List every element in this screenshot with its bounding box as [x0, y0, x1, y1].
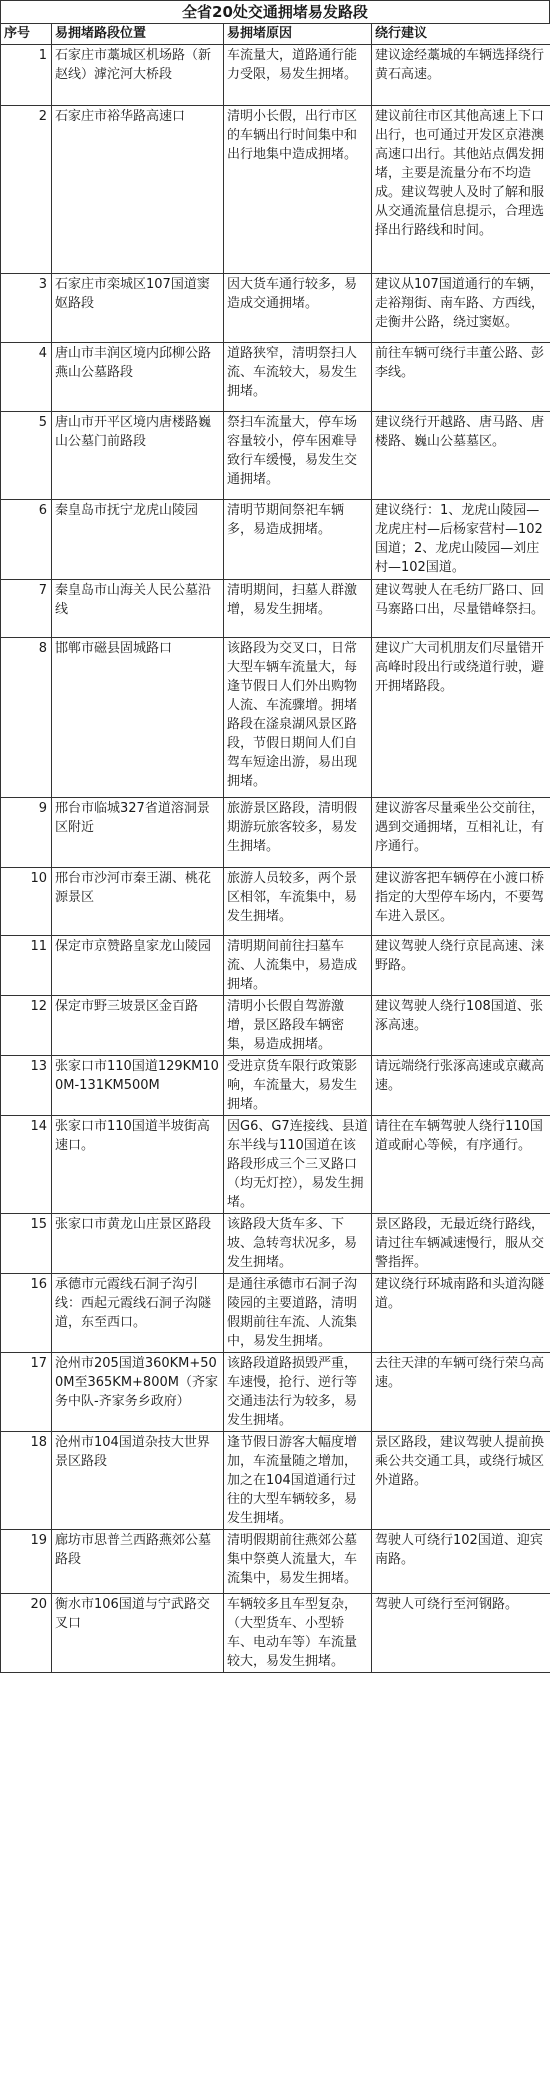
cell-no: 6: [1, 500, 52, 580]
cell-advice: 驾驶人可绕行102国道、迎宾南路。: [372, 1530, 550, 1594]
cell-no: 3: [1, 274, 52, 343]
cell-location: 张家口市黄龙山庄景区路段: [52, 1214, 224, 1274]
table-row: [1, 45, 550, 106]
cell-advice: 建议从107国道通行的车辆，走裕翔街、南车路、方西线，走衡井公路，绕过窦妪。: [372, 274, 550, 343]
cell-location: 张家口市110国道半坡街高速口。: [52, 1116, 224, 1214]
cell-location: 唐山市开平区境内唐楼路巍山公墓门前路段: [52, 412, 224, 500]
cell-reason: 清明期间前往扫墓车流、人流集中，易造成拥堵。: [224, 936, 372, 996]
cell-no: 17: [1, 1353, 52, 1432]
cell-location: 石家庄市藁城区机场路（新赵线）滹沱河大桥段: [52, 45, 224, 106]
cell-advice: 建议驾驶人在毛纺厂路口、回马寨路口出，尽量错峰祭扫。: [372, 580, 550, 638]
cell-advice: 去往天津的车辆可绕行荣乌高速。: [372, 1353, 550, 1432]
cell-location: 石家庄市裕华路高速口: [52, 106, 224, 274]
cell-location: 张家口市110国道129KM100M-131KM500M: [52, 1056, 224, 1116]
table-row: [1, 798, 550, 868]
cell-location: 邯郸市磁县固城路口: [52, 638, 224, 798]
cell-advice: 请远端绕行张涿高速或京藏高速。: [372, 1056, 550, 1116]
cell-location: 保定市京赞路皇家龙山陵园: [52, 936, 224, 996]
table-row: [1, 1116, 550, 1214]
table-title: 全省20处交通拥堵易发路段: [0, 0, 550, 23]
table-row: [1, 274, 550, 343]
cell-advice: 建议绕行环城南路和头道沟隧道。: [372, 1274, 550, 1353]
table-row: [1, 638, 550, 798]
cell-no: 14: [1, 1116, 52, 1214]
cell-location: 唐山市丰润区境内邱柳公路燕山公墓路段: [52, 343, 224, 412]
cell-no: 15: [1, 1214, 52, 1274]
header-row: [1, 24, 550, 45]
cell-advice: 建议游客尽量乘坐公交前往，遇到交通拥堵，互相礼让，有序通行。: [372, 798, 550, 868]
header-reason: 易拥堵原因: [224, 24, 372, 45]
table-row: [1, 868, 550, 936]
cell-no: 11: [1, 936, 52, 996]
cell-reason: 祭扫车流量大，停车场容量较小，停车困难导致行车缓慢，易发生交通拥堵。: [224, 412, 372, 500]
cell-reason: 道路狭窄，清明祭扫人流、车流较大，易发生拥堵。: [224, 343, 372, 412]
congestion-table: [0, 23, 550, 1673]
table-row: [1, 1353, 550, 1432]
cell-advice: 请往在车辆驾驶人绕行110国道或耐心等候，有序通行。: [372, 1116, 550, 1214]
cell-location: 承德市元霞线石洞子沟引线：西起元霞线石洞子沟隧道，东至西口。: [52, 1274, 224, 1353]
table-row: [1, 1530, 550, 1594]
cell-no: 16: [1, 1274, 52, 1353]
cell-location: 保定市野三坡景区金百路: [52, 996, 224, 1056]
cell-advice: 驾驶人可绕行至河钢路。: [372, 1594, 550, 1673]
cell-reason: 清明节期间祭祀车辆多，易造成拥堵。: [224, 500, 372, 580]
cell-location: 邢台市临城327省道溶洞景区附近: [52, 798, 224, 868]
table-row: [1, 343, 550, 412]
cell-location: 石家庄市栾城区107国道窦妪路段: [52, 274, 224, 343]
cell-advice: 前往车辆可绕行丰董公路、彭李线。: [372, 343, 550, 412]
cell-no: 1: [1, 45, 52, 106]
cell-reason: 车辆较多且车型复杂，（大型货车、小型轿车、电动车等）车流量较大，易发生拥堵。: [224, 1594, 372, 1673]
header-advice: 绕行建议: [372, 24, 550, 45]
cell-no: 19: [1, 1530, 52, 1594]
table-row: [1, 106, 550, 274]
table-row: [1, 1432, 550, 1530]
cell-reason: 车流量大，道路通行能力受限，易发生拥堵。: [224, 45, 372, 106]
cell-advice: 建议驾驶人绕行京昆高速、涞野路。: [372, 936, 550, 996]
cell-no: 20: [1, 1594, 52, 1673]
table-row: [1, 996, 550, 1056]
cell-advice: 建议游客把车辆停在小渡口桥指定的大型停车场内，不要驾车进入景区。: [372, 868, 550, 936]
cell-reason: 该路段道路损毁严重，车速慢，抢行、逆行等交通违法行为较多，易发生拥堵。: [224, 1353, 372, 1432]
cell-location: 衡水市106国道与宁武路交叉口: [52, 1594, 224, 1673]
cell-no: 5: [1, 412, 52, 500]
cell-advice: 建议途经藁城的车辆选择绕行黄石高速。: [372, 45, 550, 106]
cell-no: 9: [1, 798, 52, 868]
cell-advice: 建议前往市区其他高速上下口出行，也可通过开发区京港澳高速口出行。其他站点偶发拥堵，主要是流量分布不均造成。建议驾驶人及时了解和服从交通流量信息提示，合理选择出行路线和时间。: [372, 106, 550, 274]
cell-no: 4: [1, 343, 52, 412]
cell-advice: 景区路段，无最近绕行路线，请过往车辆减速慢行，服从交警指挥。: [372, 1214, 550, 1274]
header-no: 序号: [1, 24, 52, 45]
cell-reason: 逢节假日游客大幅度增加，车流量随之增加，加之在104国道通行过往的大型车辆较多，易发生拥堵。: [224, 1432, 372, 1530]
cell-reason: 清明小长假自驾游激增，景区路段车辆密集，易造成拥堵。: [224, 996, 372, 1056]
cell-reason: 该路段大货车多、下坡、急转弯状况多，易发生拥堵。: [224, 1214, 372, 1274]
table-body: [1, 45, 550, 1673]
cell-reason: 清明期间，扫墓人群激增，易发生拥堵。: [224, 580, 372, 638]
cell-reason: 旅游景区路段，清明假期游玩旅客较多，易发生拥堵。: [224, 798, 372, 868]
cell-reason: 受进京货车限行政策影响，车流量大，易发生拥堵。: [224, 1056, 372, 1116]
cell-location: 秦皇岛市山海关人民公墓沿线: [52, 580, 224, 638]
cell-advice: 建议绕行开越路、唐马路、唐楼路、巍山公墓墓区。: [372, 412, 550, 500]
table-row: [1, 500, 550, 580]
cell-no: 7: [1, 580, 52, 638]
table-row: [1, 1214, 550, 1274]
cell-no: 12: [1, 996, 52, 1056]
cell-no: 2: [1, 106, 52, 274]
header-location: 易拥堵路段位置: [52, 24, 224, 45]
table-row: [1, 1274, 550, 1353]
cell-advice: 建议广大司机朋友们尽量错开高峰时段出行或绕道行驶，避开拥堵路段。: [372, 638, 550, 798]
cell-advice: 建议绕行：1、龙虎山陵园—龙虎庄村—后杨家营村—102国道；2、龙虎山陵园—刘庄村—102国道。: [372, 500, 550, 580]
cell-no: 13: [1, 1056, 52, 1116]
table-row: [1, 1594, 550, 1673]
cell-reason: 清明假期前往燕郊公墓集中祭奠人流量大，车流集中，易发生拥堵。: [224, 1530, 372, 1594]
cell-no: 18: [1, 1432, 52, 1530]
table-row: [1, 1056, 550, 1116]
cell-location: 沧州市104国道杂技大世界景区路段: [52, 1432, 224, 1530]
table-row: [1, 936, 550, 996]
table-row: [1, 580, 550, 638]
cell-advice: 景区路段，建议驾驶人提前换乘公共交通工具，或绕行城区外道路。: [372, 1432, 550, 1530]
cell-location: 邢台市沙河市秦王湖、桃花源景区: [52, 868, 224, 936]
cell-location: 廊坊市思普兰西路燕郊公墓路段: [52, 1530, 224, 1594]
cell-no: 8: [1, 638, 52, 798]
cell-reason: 旅游人员较多，两个景区相邻，车流集中，易发生拥堵。: [224, 868, 372, 936]
cell-reason: 因G6、G7连接线、县道东半线与110国道在该路段形成三个三叉路口（均无灯控），易发生拥堵。: [224, 1116, 372, 1214]
cell-no: 10: [1, 868, 52, 936]
cell-reason: 是通往承德市石洞子沟陵园的主要道路，清明假期前往车流、人流集中，易发生拥堵。: [224, 1274, 372, 1353]
cell-location: 秦皇岛市抚宁龙虎山陵园: [52, 500, 224, 580]
table-row: [1, 412, 550, 500]
cell-advice: 建议驾驶人绕行108国道、张涿高速。: [372, 996, 550, 1056]
cell-location: 沧州市205国道360KM+500M至365KM+800M（齐家务中队-齐家务乡政府）: [52, 1353, 224, 1432]
cell-reason: 因大货车通行较多，易造成交通拥堵。: [224, 274, 372, 343]
cell-reason: 该路段为交叉口，日常大型车辆车流量大，每逢节假日人们外出购物人流、车流骤增。拥堵路段在滏泉湖风景区路段，节假日期间人们自驾车短途出游，易出现拥堵。: [224, 638, 372, 798]
cell-reason: 清明小长假，出行市区的车辆出行时间集中和出行地集中造成拥堵。: [224, 106, 372, 274]
